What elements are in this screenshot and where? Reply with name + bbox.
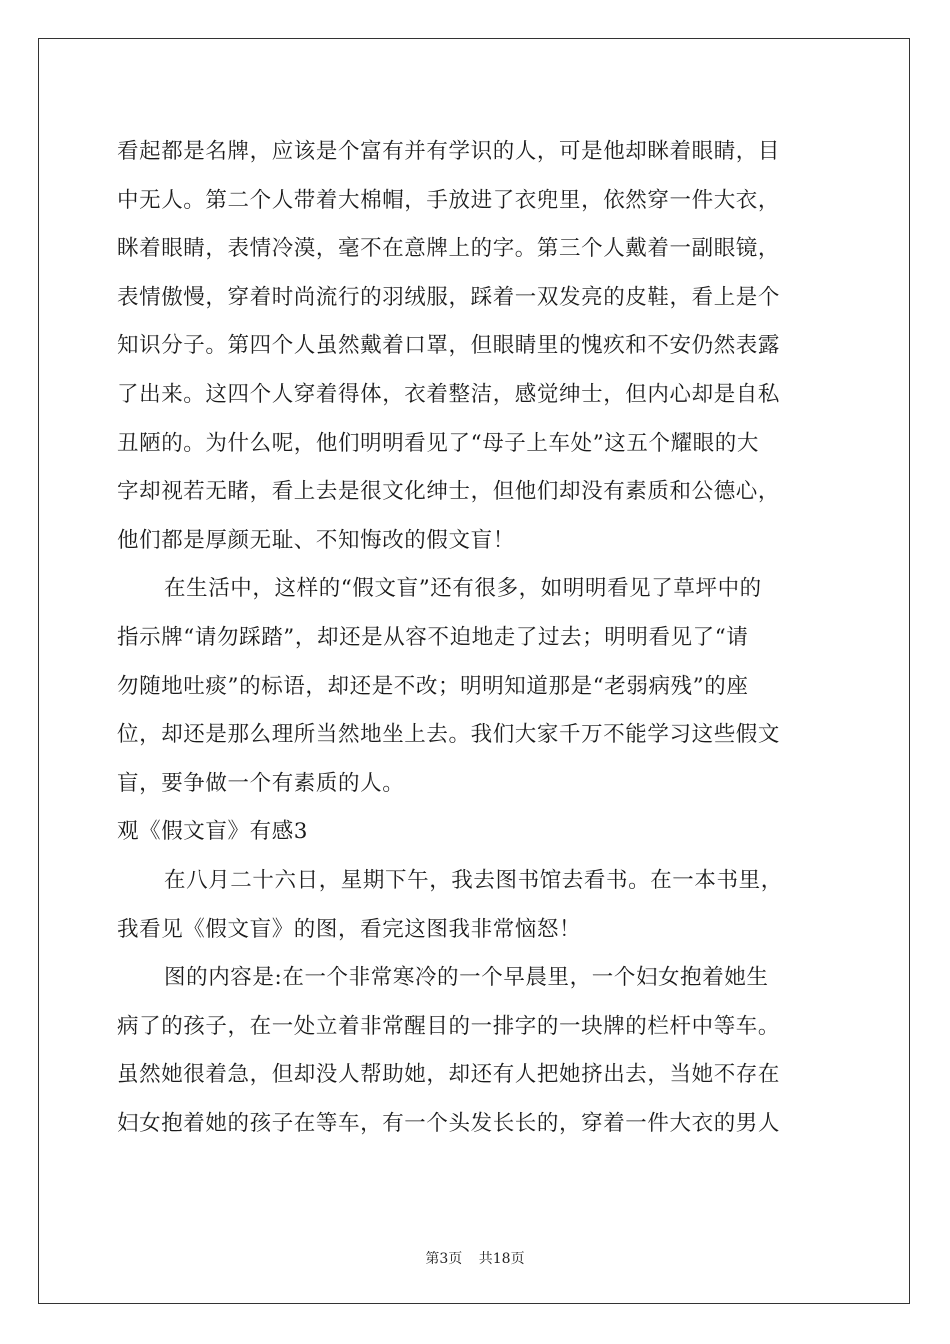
text-line: 盲，要争做一个有素质的人。 [117, 770, 405, 796]
page-footer [0, 1248, 950, 1268]
text-line: 指示牌“请勿踩踏”，却还是从容不迫地走了过去；明明看见了“请 [117, 624, 749, 650]
text-line: 丑陋的。为什么呢，他们明明看见了“母子上车处”这五个耀眼的大 [117, 430, 759, 456]
document-body [117, 128, 833, 1148]
text-line: 中无人。第二个人带着大棉帽，手放进了衣兜里，依然穿一件大衣， [117, 187, 781, 213]
paragraph-start-line: 在生活中，这样的“假文盲”还有很多，如明明看见了草坪中的 [164, 576, 762, 602]
text-line: 眯着眼睛，表情冷漠，毫不在意牌上的字。第三个人戴着一副眼镜， [117, 236, 781, 262]
paragraph-start-line: 在八月二十六日，星期下午，我去图书馆去看书。在一本书里， [164, 867, 783, 893]
text-line: 妇女抱着她的孩子在等车，有一个头发长长的，穿着一件大衣的男人 [117, 1110, 781, 1136]
text-line: 位，却还是那么理所当然地坐上去。我们大家千万不能学习这些假文 [117, 722, 781, 748]
text-line: 表情傲慢，穿着时尚流行的羽绒服，踩着一双发亮的皮鞋，看上是个 [117, 284, 781, 310]
text-line: 病了的孩子，在一处立着非常醒目的一排字的一块牌的栏杆中等车。 [117, 1013, 781, 1039]
text-line: 他们都是厚颜无耻、不知悔改的假文盲！ [117, 527, 515, 553]
text-line: 字却视若无睹，看上去是很文化绅士，但他们却没有素质和公德心， [117, 479, 781, 505]
page-total: 共18页 [478, 1251, 525, 1267]
section-heading: 观《假文盲》有感3 [117, 819, 309, 845]
text-line: 了出来。这四个人穿着得体，衣着整洁，感觉绅士，但内心却是自私 [117, 381, 781, 407]
text-line: 看起都是名牌，应该是个富有并有学识的人，可是他却眯着眼睛，目 [117, 139, 781, 164]
text-line: 我看见《假文盲》的图，看完这图我非常恼怒！ [117, 916, 582, 942]
text-line: 勿随地吐痰”的标语，却还是不改；明明知道那是“老弱病残”的座 [117, 673, 749, 699]
text-line: 虽然她很着急，但却没人帮助她，却还有人把她挤出去，当她不存在 [117, 1062, 781, 1088]
paragraph-start-line: 图的内容是:在一个非常寒冷的一个早晨里，一个妇女抱着她生 [164, 965, 769, 991]
text-line: 知识分子。第四个人虽然戴着口罩，但眼睛里的愧疚和不安仍然表露 [117, 333, 781, 359]
page-number: 第3页 [425, 1251, 463, 1267]
